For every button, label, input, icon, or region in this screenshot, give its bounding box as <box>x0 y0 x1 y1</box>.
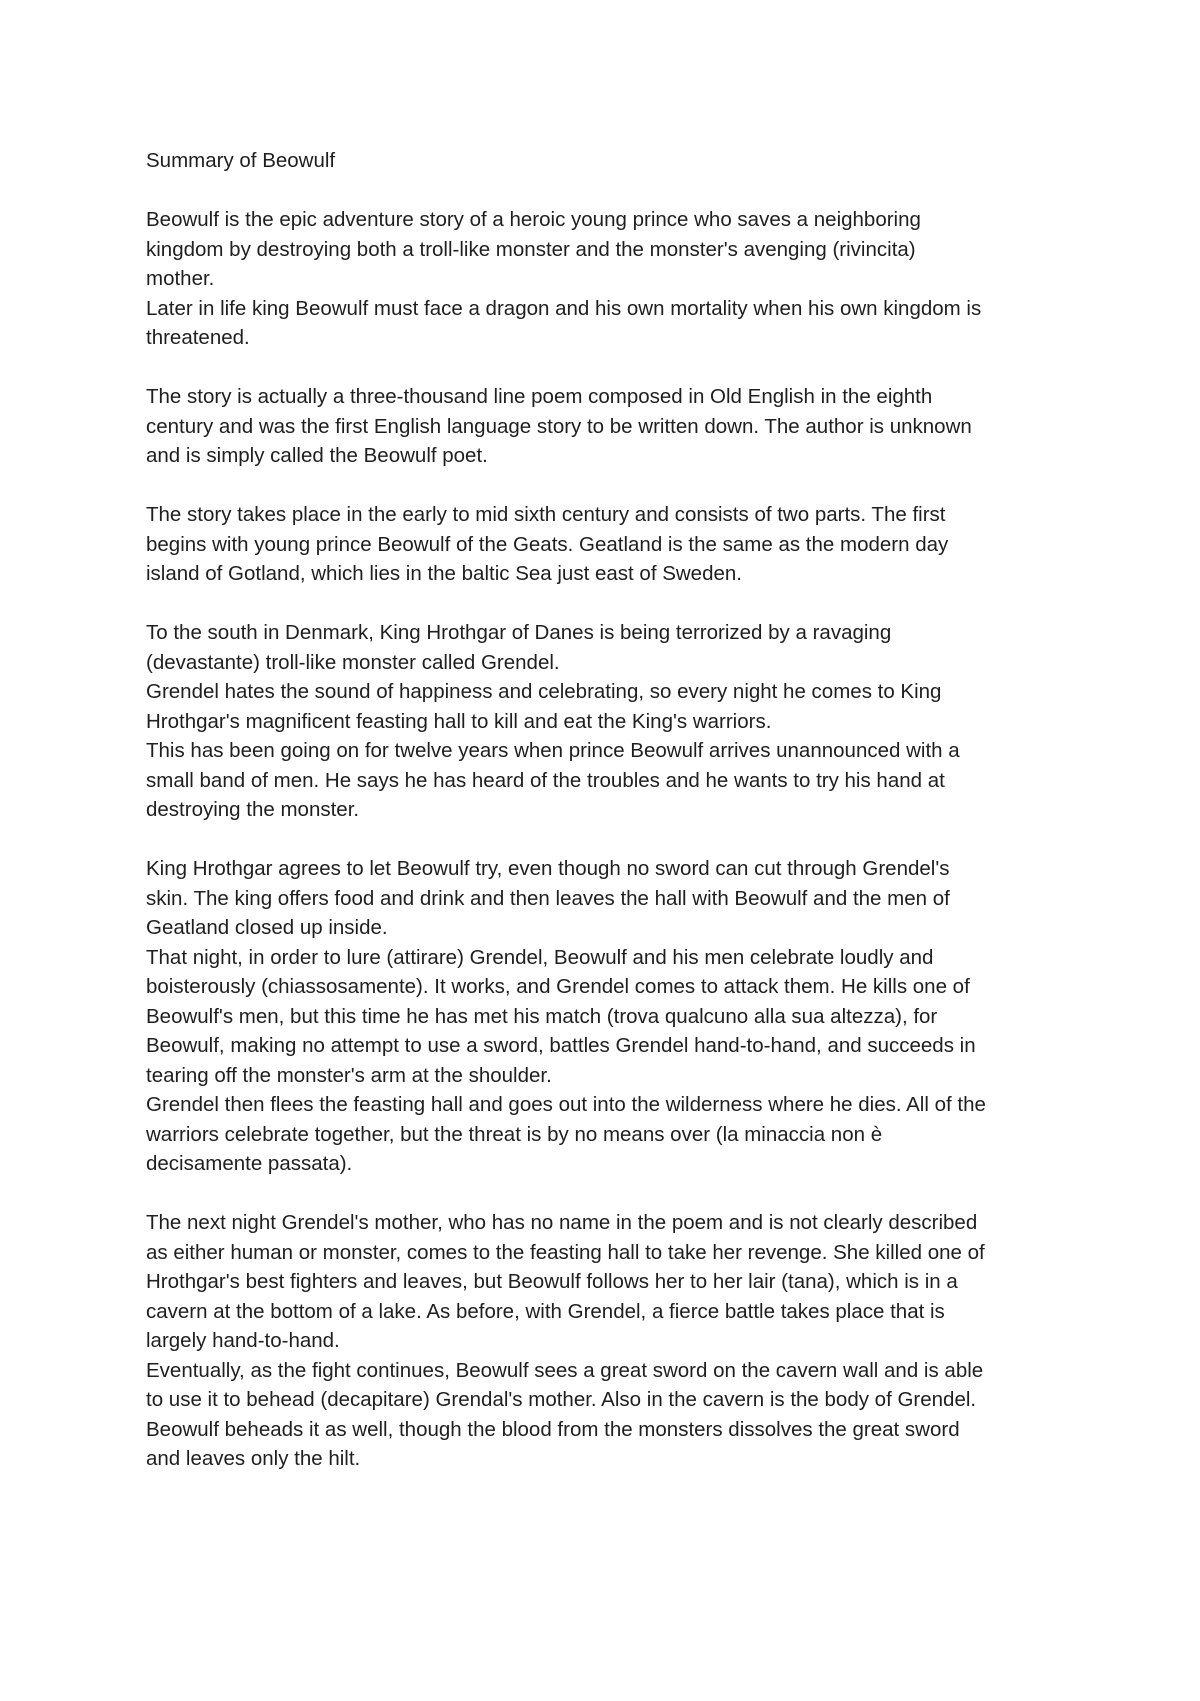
text-line: warriors celebrate together, but the threat is by no means over (la minaccia non è <box>146 1122 883 1146</box>
text-line: Beowulf is the epic adventure story of a heroic young prince who saves a neighboring <box>146 208 921 231</box>
paragraph-spacer <box>146 589 1066 619</box>
text-line: The story takes place in the early to mid sixth century and consists of two parts. The first <box>146 503 946 526</box>
text-line: and leaves only the hilt. <box>146 1447 361 1470</box>
text-line: begins with young prince Beowulf of the Geats. Geatland is the same as the modern day <box>146 532 949 556</box>
text-line: threatened. <box>146 326 250 349</box>
text-line: To the south in Denmark, King Hrothgar of Danes is being terrorized by a ravaging <box>146 621 892 644</box>
text-line: island of Gotland, which lies in the baltic Sea just east of Sweden. <box>146 562 742 585</box>
text-line: kingdom by destroying both a troll-like monster and the monster's avenging (rivincita) <box>146 237 916 261</box>
paragraph <box>146 1208 1066 1474</box>
paragraph <box>146 500 1066 589</box>
text-line: and is simply called the Beowulf poet. <box>146 444 488 467</box>
paragraph <box>146 205 1066 353</box>
text-line: Grendel then flees the feasting hall and goes out into the wilderness where he dies. All of the <box>146 1093 986 1116</box>
document-title: Summary of Beowulf <box>146 149 336 172</box>
paragraph-spacer <box>146 1179 1066 1209</box>
text-line: destroying the monster. <box>146 798 360 821</box>
text-line: The story is actually a three-thousand line poem composed in Old English in the eighth <box>146 385 933 408</box>
text-line: That night, in order to lure (attirare) Grendel, Beowulf and his men celebrate loudly and <box>146 945 934 969</box>
document-body <box>146 146 1066 1474</box>
text-line: Hrothgar's best fighters and leaves, but Beowulf follows her to her lair (tana), which is in a <box>146 1270 958 1293</box>
text-line: The next night Grendel's mother, who has no name in the poem and is not clearly described <box>146 1211 978 1234</box>
text-line: This has been going on for twelve years when prince Beowulf arrives unannounced with a <box>146 739 960 762</box>
paragraph-spacer <box>146 471 1066 501</box>
paragraph <box>146 618 1066 825</box>
text-line: small band of men. He says he has heard of the troubles and he wants to try his hand at <box>146 768 945 792</box>
text-line: Geatland closed up inside. <box>146 916 388 939</box>
text-line: mother. <box>146 267 215 290</box>
text-line: Eventually, as the fight continues, Beowulf sees a great sword on the cavern wall and is able <box>146 1358 984 1382</box>
paragraph-spacer <box>146 353 1066 383</box>
text-line: to use it to behead (decapitare) Grendal's mother. Also in the cavern is the body of Grendel. <box>146 1388 977 1411</box>
text-line: tearing off the monster's arm at the shoulder. <box>146 1063 552 1087</box>
text-line: Grendel hates the sound of happiness and celebrating, so every night he comes to King <box>146 680 942 703</box>
text-line: King Hrothgar agrees to let Beowulf try, even though no sword can cut through Grendel's <box>146 857 950 880</box>
paragraph <box>146 382 1066 471</box>
text-line: skin. The king offers food and drink and then leaves the hall with Beowulf and the men of <box>146 886 950 910</box>
paragraph-spacer <box>146 825 1066 855</box>
text-line: as either human or monster, comes to the feasting hall to take her revenge. She killed one of <box>146 1240 985 1264</box>
text-line: Beowulf, making no attempt to use a sword, battles Grendel hand-to-hand, and succeeds in <box>146 1034 976 1057</box>
paragraph-list <box>146 205 1066 1474</box>
text-line: (devastante) troll-like monster called Grendel. <box>146 650 560 674</box>
text-line: boisterously (chiassosamente). It works, and Grendel comes to attack them. He kills one of <box>146 975 970 998</box>
text-line: decisamente passata). <box>146 1152 353 1175</box>
text-line: Later in life king Beowulf must face a dragon and his own mortality when his own kingdom is <box>146 296 982 320</box>
text-line: Beowulf's men, but this time he has met his match (trova qualcuno alla sua altezza), for <box>146 1004 938 1028</box>
text-line: Beowulf beheads it as well, though the blood from the monsters dissolves the great sword <box>146 1417 960 1441</box>
text-line: largely hand-to-hand. <box>146 1329 340 1352</box>
text-line: cavern at the bottom of a lake. As before, with Grendel, a fierce battle takes place that is <box>146 1299 945 1323</box>
text-line: century and was the first English language story to be written down. The author is unknown <box>146 414 972 438</box>
text-line: Hrothgar's magnificent feasting hall to kill and eat the King's warriors. <box>146 709 772 733</box>
paragraph <box>146 854 1066 1179</box>
